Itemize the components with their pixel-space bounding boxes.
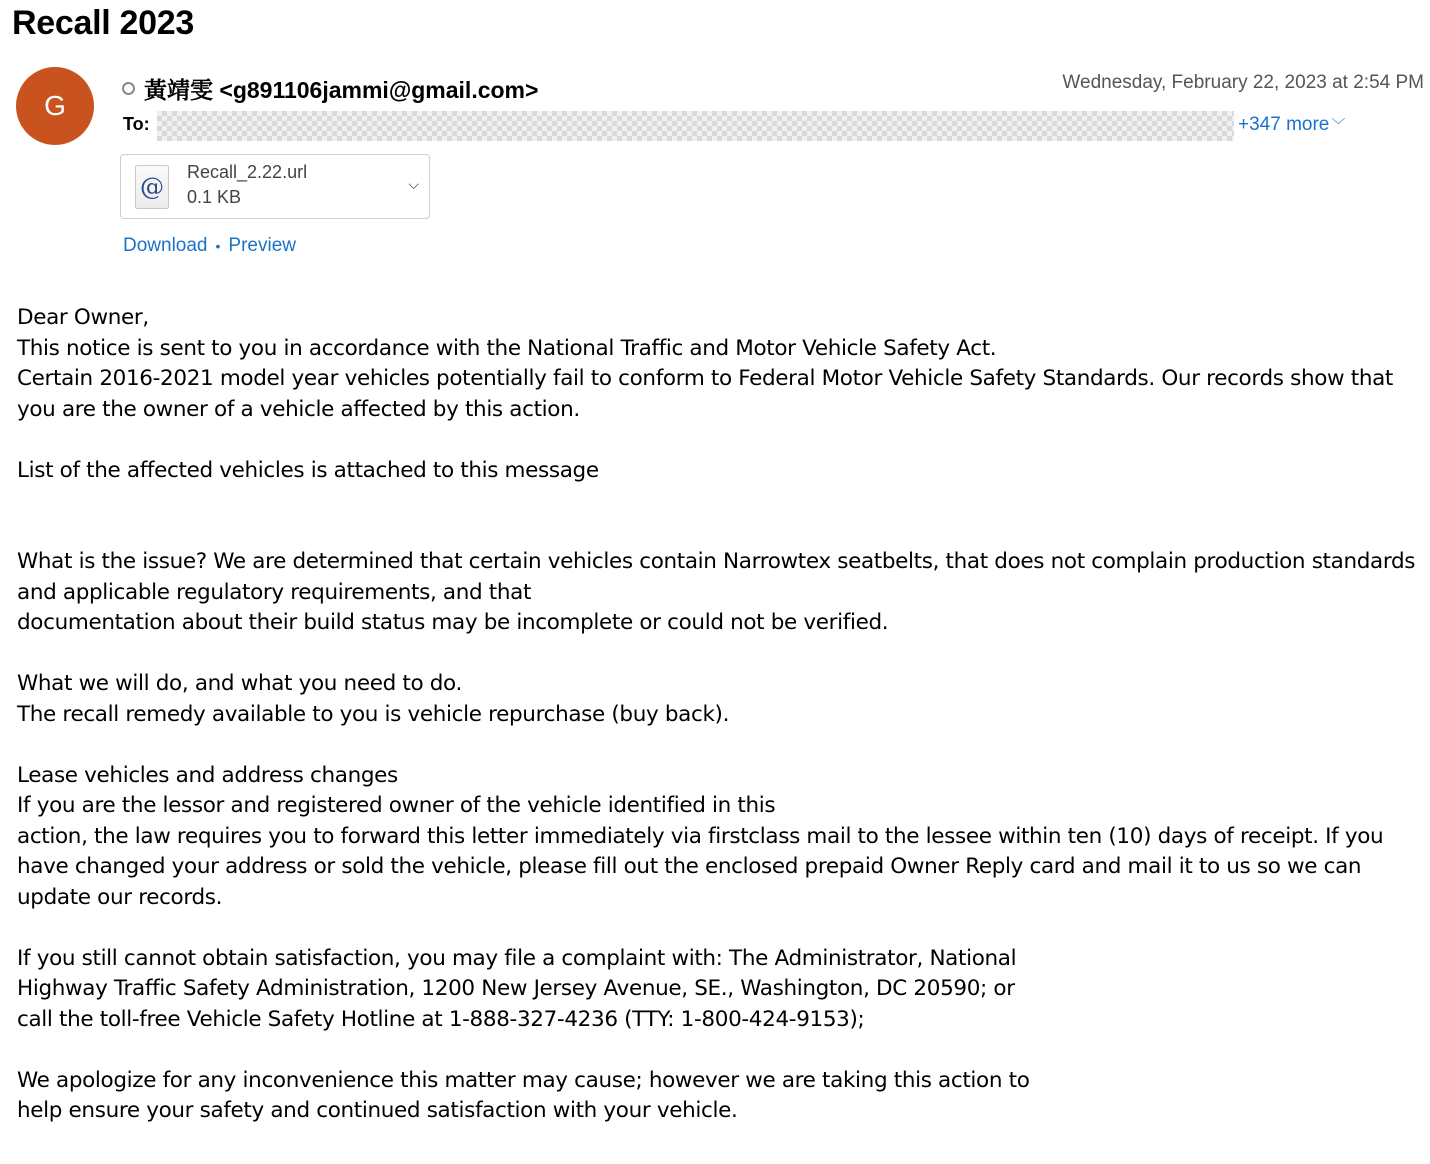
body-line: Certain 2016-2021 model year vehicles potentially fail to conform to Federal Motor Vehicle Safety Standards. Our records show that you are the owner of a vehicle affected by this action. bbox=[17, 366, 1394, 422]
attachment-actions bbox=[123, 235, 296, 257]
body-line: This notice is sent to you in accordance with the National Traffic and Motor Vehicle Safety Act. bbox=[17, 335, 997, 361]
message-subject: Recall 2023 bbox=[12, 4, 194, 42]
status-dot-icon bbox=[122, 82, 135, 95]
body-line: action, the law requires you to forward this letter immediately via firstclass mail to the lessee within ten (10) days of receipt. If you have changed your address or sold the vehicle, please fill out the enclosed prepaid Owner Reply card and mail it to us so we can update our records. bbox=[17, 823, 1384, 910]
chevron-down-icon[interactable]: ⌵ bbox=[408, 176, 419, 192]
attachment-card[interactable] bbox=[120, 154, 430, 219]
body-line: The recall remedy available to you is vehicle repurchase (buy back). bbox=[17, 701, 730, 727]
sender-avatar bbox=[16, 67, 94, 145]
body-line: If you are the lessor and registered owner of the vehicle identified in this bbox=[17, 793, 776, 818]
file-icon-glyph: @ bbox=[140, 173, 164, 201]
body-greeting: Dear Owner, bbox=[17, 305, 149, 330]
attachment-size: 0.1 KB bbox=[187, 187, 242, 207]
attachment-name: Recall_2.22.url bbox=[187, 162, 308, 182]
preview-link[interactable]: Preview bbox=[228, 235, 296, 256]
more-recipients-link[interactable] bbox=[1238, 114, 1345, 136]
body-line: call the toll-free Vehicle Safety Hotline at 1-888-327-4236 (TTY: 1-800-424-9153); bbox=[17, 1006, 865, 1032]
redacted-recipients bbox=[157, 111, 1234, 141]
body-line: Lease vehicles and address changes bbox=[17, 762, 398, 788]
body-line: help ensure your safety and continued satisfaction with your vehicle. bbox=[17, 1098, 738, 1123]
body-line: If you still cannot obtain satisfaction, you may file a complaint with: The Administrator, National bbox=[17, 945, 1017, 971]
sender-name[interactable]: 黃靖雯 <g891106jammi@gmail.com> bbox=[144, 77, 539, 103]
more-recipients-label: +347 more bbox=[1238, 114, 1330, 135]
to-label: To: bbox=[123, 114, 150, 134]
message-body bbox=[17, 303, 1425, 1127]
body-line: We apologize for any inconvenience this matter may cause; however we are taking this action to bbox=[17, 1067, 1030, 1093]
download-link[interactable]: Download bbox=[123, 235, 208, 256]
body-line: documentation about their build status may be incomplete or could not be verified. bbox=[17, 610, 889, 635]
separator-dot: • bbox=[215, 238, 221, 254]
message-date: Wednesday, February 22, 2023 at 2:54 PM bbox=[1062, 72, 1424, 93]
avatar-initial: G bbox=[44, 90, 66, 121]
body-line: What is the issue? We are determined that certain vehicles contain Narrowtex seatbelts, that does not complain production standards and applicable regulatory requirements, and that bbox=[17, 549, 1416, 605]
body-line: Highway Traffic Safety Administration, 1200 New Jersey Avenue, SE., Washington, DC 20590; or bbox=[17, 976, 1015, 1001]
url-file-icon bbox=[135, 165, 169, 209]
body-line: What we will do, and what you need to do. bbox=[17, 671, 462, 696]
double-chevron-down-icon: ﹀ bbox=[1331, 117, 1346, 133]
body-line: List of the affected vehicles is attached to this message bbox=[17, 457, 599, 483]
